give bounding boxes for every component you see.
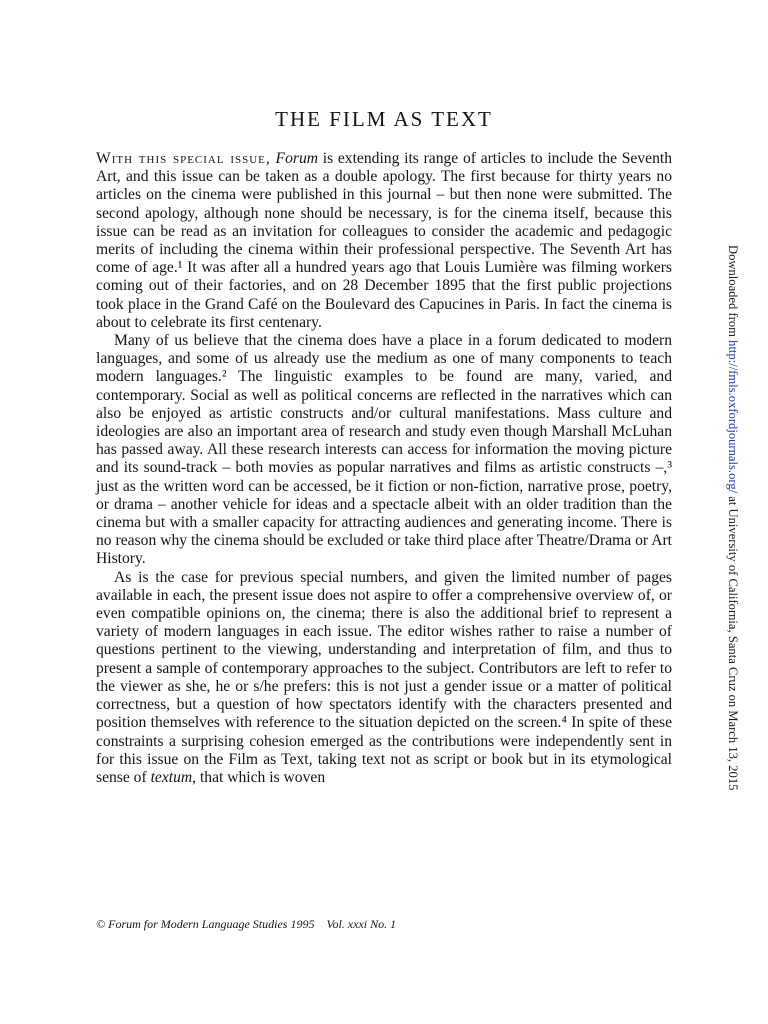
paragraph-1: [96, 150, 672, 332]
download-suffix: at University of California, Santa Cruz on March 13, 2015: [726, 493, 740, 791]
paragraph-3-end: , that which is woven: [192, 768, 326, 786]
lead-in: With this special issue,: [96, 150, 271, 167]
paragraph-2: Many of us believe that the cinema does have a place in a forum dedicated to modern languages, and some of us already use the medium as one of many components to teach modern languages.² The linguistic examples to be found are many, varied, and contemporary. Social as well as political concerns are reflected in the narratives which can also be enjoyed as artistic constructs and/or cultural manifestations. Mass culture and ideologies are also an important area of research and study even though Marshall McLuhan has passed away. All these research interests can access for information the moving picture and its sound-track – both movies as popular narratives and films as artistic constructs –,³ just as the written word can be accessed, be it fiction or non-fiction, narrative prose, poetry, or drama – another vehicle for ideas and a spectacle albeit with an older tradition than the cinema but with a smaller capacity for attracting audiences and generating income. There is no reason why the cinema should be excluded or take third place after Theatre/Drama or Art History.: [96, 332, 672, 568]
page-footer: [96, 917, 396, 932]
article-title: THE FILM AS TEXT: [275, 107, 493, 131]
paragraph-3: [96, 569, 672, 787]
paragraph-3-text: As is the case for previous special numbers, and given the limited number of pages available in each, the present issue does not aspire to offer a comprehensive overview of, or even compatible opinions on, the cinema; there is also the additional brief to represent a variety of modern languages in each issue. The editor wishes rather to raise a number of questions pertinent to the viewing, understanding and interpretation of film, and thus to present a sample of contemporary approaches to the subject. Contributors are left to refer to the viewer as she, he or s/he prefers: this is not just a gender issue or a matter of political correctness, but a question of how spectators identify with the characters presented and position themselves with reference to the situation depicted on the screen.⁴ In spite of these constraints a surprising cohesion emerged as the contributions were independently sent in for this issue on the Film as Text, taking text not as script or book but in its etymological sense of: [96, 568, 672, 786]
textum-term: textum: [150, 768, 193, 786]
journal-name: Forum: [275, 150, 318, 167]
paragraph-1-text: is extending its range of articles to include the Seventh Art, and this issue can be taken as a double apology. The first because for thirty years no articles on the cinema were published in this journal – but then none were submitted. The second apology, although none should be necessary, is for the cinema itself, because this issue can be read as an invitation for colleagues to consider the academic and pedagogic merits of including the cinema within their professional perspective. The Seventh Art has come of age.¹ It was after all a hundred years ago that Louis Lumière was filming workers coming out of their factories, and on 28 December 1895 that the first public projections took place in the Grand Café on the Boulevard des Capucines in Paris. In fact the cinema is about to celebrate its first centenary.: [96, 150, 672, 331]
download-notice: [720, 245, 744, 805]
download-link[interactable]: http://fmls.oxfordjournals.org/: [726, 340, 740, 494]
article-body: [96, 150, 672, 787]
footer-volume: Vol. xxxi No. 1: [326, 917, 397, 931]
download-notice-text: [725, 245, 740, 790]
footer-journal: © Forum for Modern Language Studies 1995: [96, 917, 315, 931]
download-prefix: Downloaded from: [726, 245, 740, 341]
